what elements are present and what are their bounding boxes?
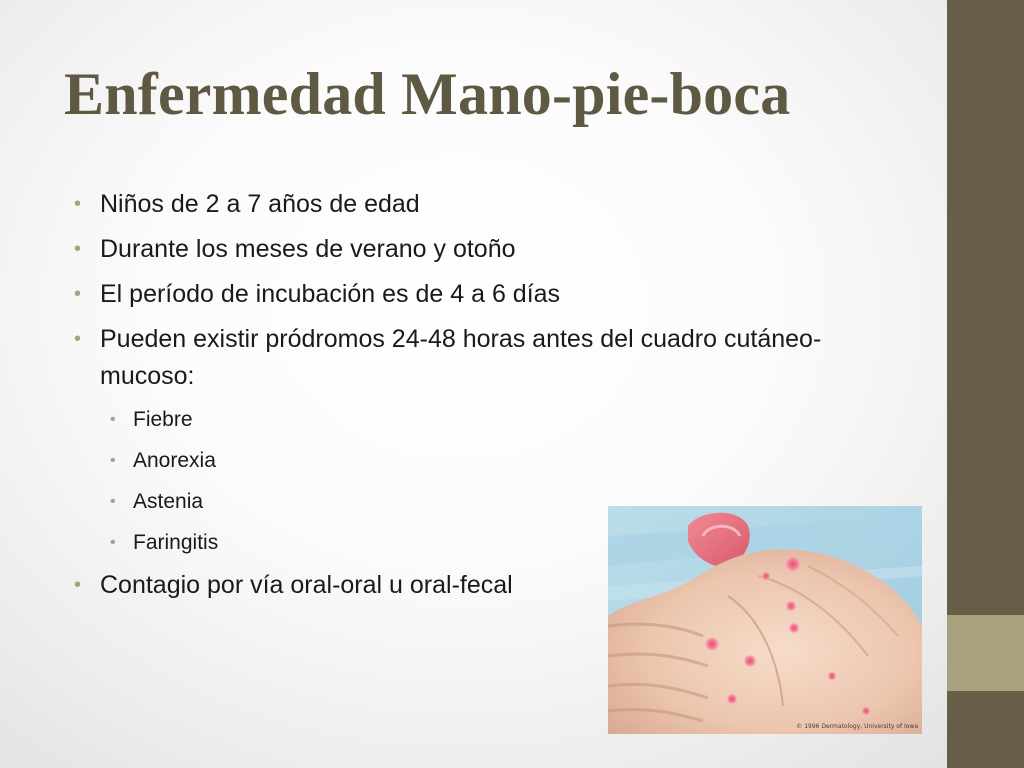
image-watermark: © 1996 Dermatology, University of Iowa [796,723,918,730]
sidebar-accent-block [947,615,1024,691]
sub-bullet-marker-icon: • [110,411,116,428]
bullet-item [72,321,832,395]
sub-bullet-text: Anorexia [133,449,216,472]
bullet-item [72,231,832,268]
bullet-text: Pueden existir pródromos 24-48 horas antes del cuadro cutáneo-mucoso: [100,325,822,390]
bullet-text: Durante los meses de verano y otoño [100,235,516,263]
sub-bullet-item [72,444,832,477]
hand-lesions-photo [608,506,922,734]
bullet-marker-icon: • [74,238,82,260]
sub-bullet-text: Faringitis [133,531,219,554]
sub-bullet-marker-icon: • [110,452,116,469]
bullet-item [72,186,832,223]
slide-title: Enfermedad Mano-pie-boca [64,61,791,127]
bullet-marker-icon: • [74,283,82,305]
bullet-text: El período de incubación es de 4 a 6 días [100,280,561,308]
bullet-marker-icon: • [74,193,82,215]
sub-bullet-text: Fiebre [133,408,193,431]
sub-bullet-text: Astenia [133,490,204,513]
bullet-marker-icon: • [74,574,82,596]
sub-bullet-item [72,403,832,436]
bullet-text: Contagio por vía oral-oral u oral-fecal [100,571,513,599]
sub-bullet-marker-icon: • [110,493,116,510]
bullet-text: Niños de 2 a 7 años de edad [100,190,420,218]
sub-bullet-marker-icon: • [110,534,116,551]
bullet-marker-icon: • [74,328,82,350]
bullet-item [72,276,832,313]
